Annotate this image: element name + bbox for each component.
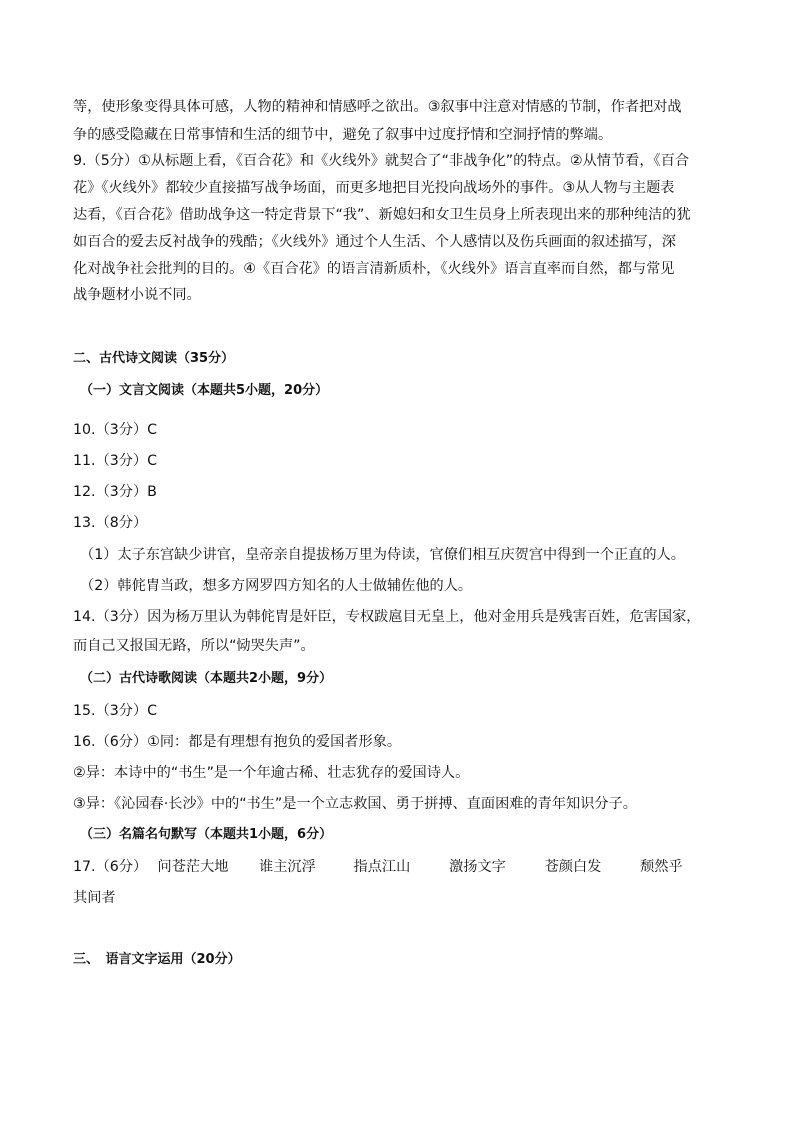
q11-answer: 11.（3分）C xyxy=(73,453,158,469)
q17-label: 17.（6分） xyxy=(73,859,148,875)
q10-answer: 10.（3分）C xyxy=(73,422,158,438)
q9-answer: 花》《火线外》都较少直接描写战争场面，而更多地把目光投向战场外的事件。③从人物与主题表 xyxy=(73,180,675,196)
q17-item: 问苍茫大地 xyxy=(157,859,229,875)
subsection-heading: （一）文言文阅读（本题共5小题，20分） xyxy=(80,383,329,398)
q17-answer xyxy=(73,857,683,877)
q15-answer: 15.（3分）C xyxy=(73,703,158,719)
q17-item: 颓然乎 xyxy=(640,859,683,875)
q17-item: 谁主沉浮 xyxy=(259,859,316,875)
q13-answer: 13.（8分） xyxy=(73,515,148,531)
section-heading: 二、古代诗文阅读（35分） xyxy=(73,351,235,366)
q17-item: 苍颜白发 xyxy=(544,859,602,875)
q16-answer: 16.（6分）①同：都是有理想有抱负的爱国者形象。 xyxy=(73,734,402,750)
q9-answer: 化对战争社会批判的目的。④《百合花》的语言清新质朴，《火线外》语言直率而自然，都与常见 xyxy=(73,261,675,277)
subsection-heading: （三）名篇名句默写（本题共1小题，6分） xyxy=(80,827,333,842)
q17-item: 指点江山 xyxy=(353,859,411,875)
q9-answer: 9.（5分）①从标题上看，《百合花》和《火线外》就契合了“非战争化”的特点。②从情节看，《百合 xyxy=(73,153,690,169)
q9-answer: 如百合的爱去反衬战争的残酷；《火线外》通过个人生活、个人感情以及伤兵画面的叙述描写，深 xyxy=(73,234,676,250)
q13-part2: （2）韩侂胄当政，想多方网罗四方知名的人士做辅佐他的人。 xyxy=(80,578,473,594)
q16-answer: ②异：本诗中的“书生”是一个年逾古稀、壮志犹存的爱国诗人。 xyxy=(73,765,470,781)
q17-item: 激扬文字 xyxy=(449,859,506,875)
q17-answer-cont: 其间者 xyxy=(73,890,116,906)
subsection-heading: （二）古代诗歌阅读（本题共2小题，9分） xyxy=(80,671,333,686)
q14-answer: 而自己又报国无路，所以“恸哭失声”。 xyxy=(73,638,315,654)
q12-answer: 12.（3分）B xyxy=(73,484,157,500)
q14-answer: 14.（3分）因为杨万里认为韩侂胄是奸臣，专权跋扈目无皇上，他对金用兵是残害百姓，危害国家， xyxy=(73,609,701,625)
text-line: 争的感受隐藏在日常事情和生活的细节中，避免了叙事中过度抒情和空洞抒情的弊端。 xyxy=(73,127,613,143)
section-heading: 三、 语言文字运用（20分） xyxy=(73,952,241,967)
q13-part1: （1）太子东宫缺少讲官，皇帝亲自提拔杨万里为侍读，官僚们相互庆贺宫中得到一个正直的人。 xyxy=(80,547,685,563)
q9-answer: 达看，《百合花》借助战争这一特定背景下“我”、新媳妇和女卫生员身上所表现出来的那种纯洁的犹 xyxy=(73,207,691,223)
q16-answer: ③异：《沁园春·长沙》中的“书生”是一个立志救国、勇于拼搏、直面困难的青年知识分子。 xyxy=(73,796,637,812)
q9-answer: 战争题材小说不同。 xyxy=(73,287,201,303)
text-line: 等，使形象变得具体可感，人物的精神和情感呼之欲出。③叙事中注意对情感的节制，作者把对战 xyxy=(73,99,682,115)
